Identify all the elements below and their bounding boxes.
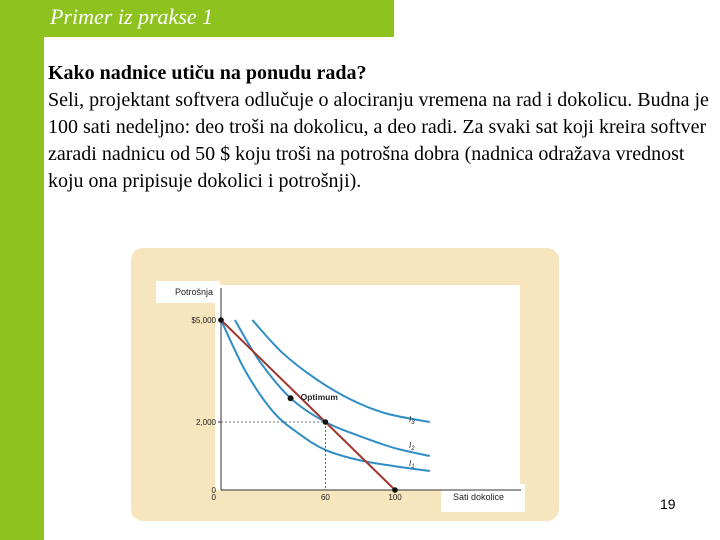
slide-body [48,60,718,195]
x-axis-label: Sati dokolice [453,492,505,502]
x-tick-label: 0 [211,493,216,502]
curve-label-i2: $I_2$ [409,441,415,453]
body-paragraph: Seli, projektant softvera odlučuje o alociranju vremena na rad i dokolicu. Budna je 100 sati nedeljno: deo troši na dokolicu, a deo radi. Za svaki sat koji kreira softver zaradi nadnicu od 50 $ koju troši na potrošna dobra (nadnica odražava vrednost koju ona pripisuje dokolici i potrošnji). [48,89,709,192]
page-number: 19 [660,496,676,512]
left-accent-bar [0,0,44,540]
endpoint-y [218,317,224,323]
question-heading: Kako nadnice utiču na ponudu rada? [48,62,367,84]
optimum-label: Optimum [300,392,338,403]
y-tick-label: 0 [211,486,216,495]
slide-title: Primer iz prakse 1 [50,4,214,29]
y-tick-label: 2,000 [195,418,216,427]
curve-label-i3: $I_3$ [409,415,415,426]
y-axis-label: Potrošnja [175,287,214,297]
endpoint-x [392,487,398,493]
optimum-point [288,395,294,401]
x-tick-label: 100 [388,493,402,502]
chart-panel [131,248,559,521]
curve-label-i1: $I_1$ [409,459,415,471]
point-y-2000 [323,419,329,425]
plot-area [215,285,520,490]
x-tick-label: 60 [320,493,330,502]
y-tick-label: $5,000 [191,316,216,325]
labor-supply-chart [131,248,559,521]
